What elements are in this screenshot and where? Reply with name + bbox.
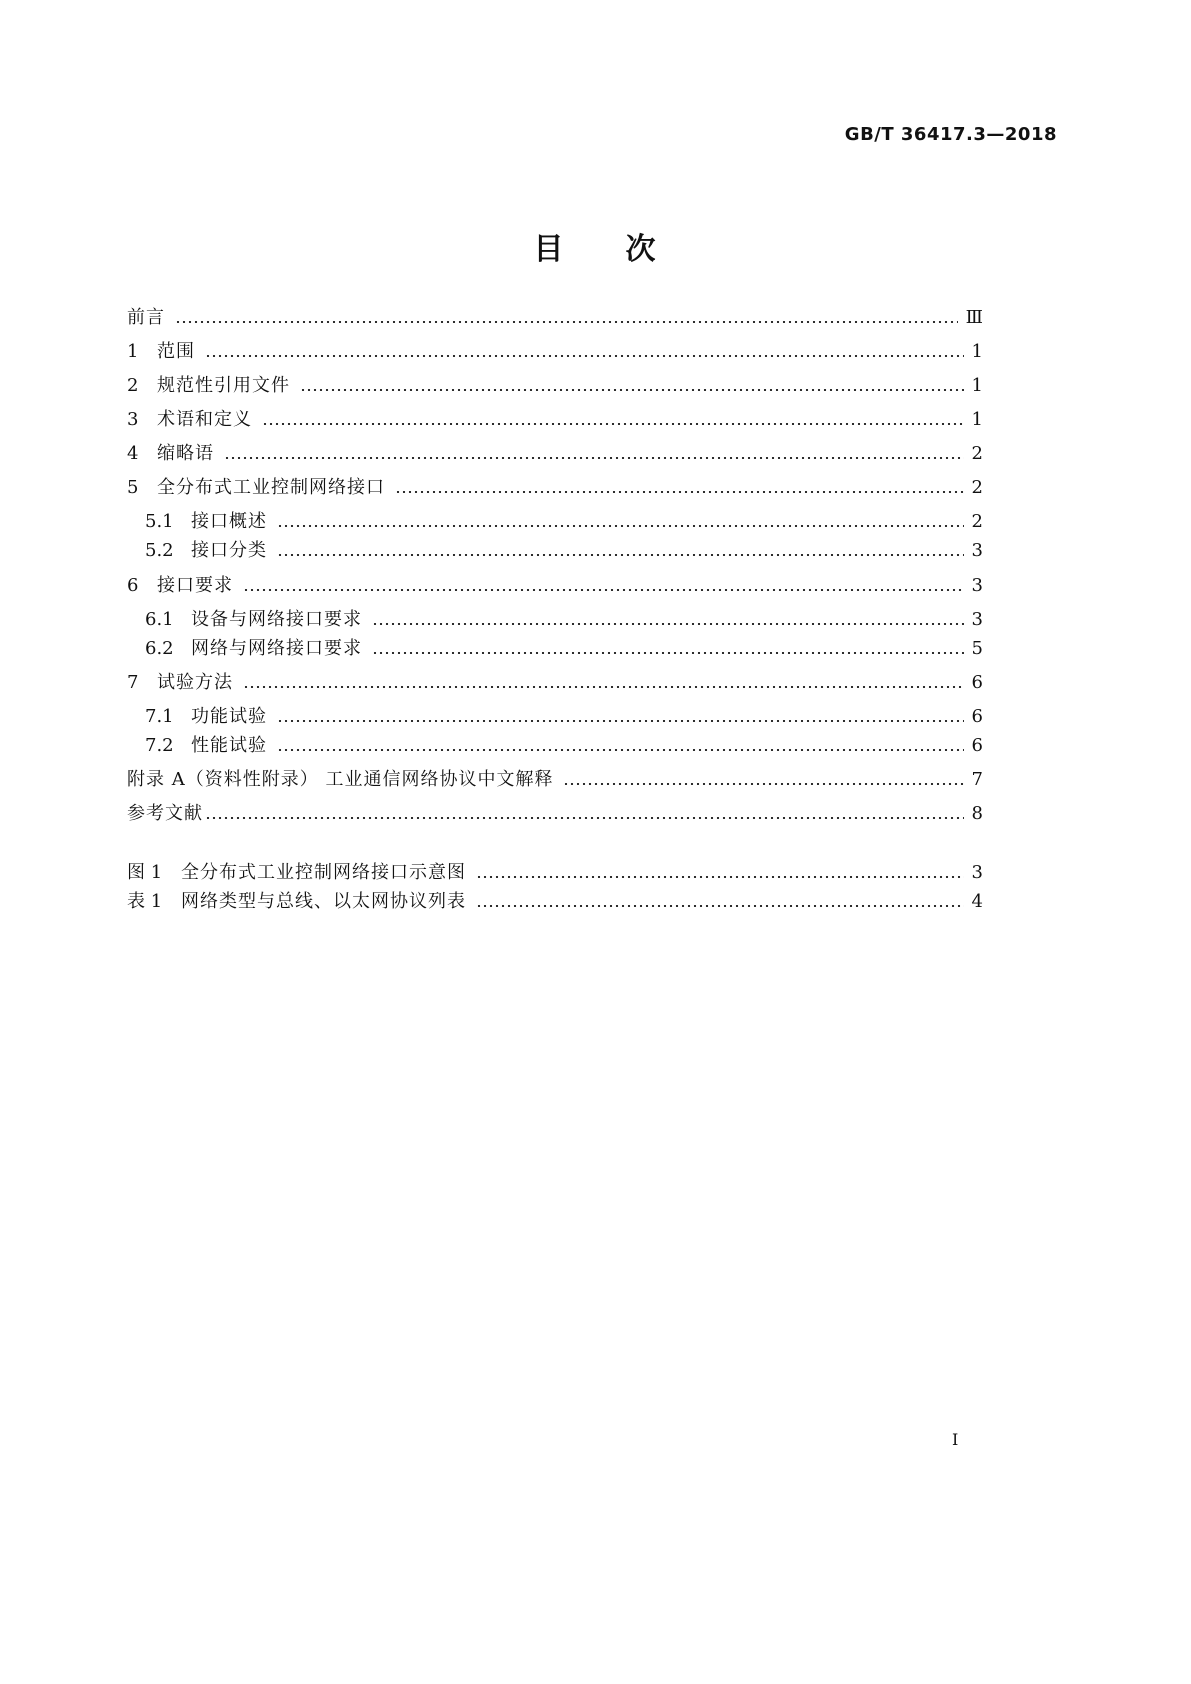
toc-label: 参考文献 <box>127 803 203 824</box>
toc-page: 3 <box>971 609 983 630</box>
leader-dots <box>300 389 964 391</box>
title-char-2: 次 <box>625 232 658 267</box>
toc-label: 网络与网络接口要求 <box>191 638 362 659</box>
toc-page: 6 <box>971 735 983 756</box>
toc-entry-5-2[interactable] <box>145 538 983 564</box>
toc-page: 2 <box>971 511 983 532</box>
leader-dots <box>175 321 958 323</box>
toc-entry-5-1[interactable] <box>145 509 983 535</box>
leader-dots <box>277 749 964 751</box>
toc-number: 6.2 <box>145 638 174 659</box>
toc-number: 6 <box>127 575 139 596</box>
toc-number: 7.2 <box>145 735 174 756</box>
toc-number: 7.1 <box>145 706 174 727</box>
leader-dots <box>277 525 964 527</box>
toc-entry-6[interactable] <box>127 573 983 599</box>
toc-page: Ⅲ <box>965 307 983 328</box>
toc-entry-3[interactable] <box>127 407 983 433</box>
toc-page: 8 <box>971 803 983 824</box>
leader-dots <box>277 720 964 722</box>
toc-page: 2 <box>971 443 983 464</box>
page-number: I <box>952 1430 959 1449</box>
title-char-1: 目 <box>533 232 566 267</box>
toc-label: 范围 <box>157 341 195 362</box>
toc-page: 4 <box>971 891 983 912</box>
toc-page: 1 <box>971 375 983 396</box>
leader-dots <box>476 876 964 878</box>
toc-number: 5 <box>127 477 139 498</box>
toc-page: 6 <box>971 706 983 727</box>
toc-label: 全分布式工业控制网络接口 <box>157 477 385 498</box>
leader-dots <box>476 905 964 907</box>
toc-label: 全分布式工业控制网络接口示意图 <box>181 862 466 883</box>
toc-label: 网络类型与总线、以太网协议列表 <box>181 891 466 912</box>
toc-label: 附录 A（资料性附录） 工业通信网络协议中文解释 <box>127 769 554 790</box>
leader-dots <box>205 355 964 357</box>
toc-entry-7[interactable] <box>127 670 983 696</box>
leader-dots <box>262 423 964 425</box>
standard-code: GB/T 36417.3—2018 <box>844 124 1057 145</box>
toc-entry-6-2[interactable] <box>145 636 983 662</box>
toc-number: 4 <box>127 443 139 464</box>
leader-dots <box>372 623 964 625</box>
toc-entry-7-2[interactable] <box>145 733 983 759</box>
toc-label: 接口分类 <box>191 540 267 561</box>
toc-label: 性能试验 <box>191 735 267 756</box>
toc-entry-7-1[interactable] <box>145 704 983 730</box>
toc-number: 表 1 <box>127 891 163 912</box>
toc-label: 缩略语 <box>157 443 214 464</box>
leader-dots <box>563 783 963 785</box>
toc-label: 前言 <box>127 307 165 328</box>
toc-number: 1 <box>127 341 139 362</box>
toc-page: 3 <box>971 862 983 883</box>
toc-label: 设备与网络接口要求 <box>191 609 362 630</box>
toc-entry-1[interactable] <box>127 339 983 365</box>
leader-dots <box>277 554 964 556</box>
leader-dots <box>372 652 964 654</box>
toc-entry-figure-1[interactable] <box>127 860 983 886</box>
toc-number: 5.1 <box>145 511 174 532</box>
toc-page: 3 <box>971 540 983 561</box>
toc-entry-5[interactable] <box>127 475 983 501</box>
leader-dots <box>395 491 964 493</box>
toc-number: 6.1 <box>145 609 174 630</box>
toc-label: 功能试验 <box>191 706 267 727</box>
toc-number: 图 1 <box>127 862 163 883</box>
toc-page: 6 <box>971 672 983 693</box>
toc-page: 3 <box>971 575 983 596</box>
toc-page: 1 <box>971 341 983 362</box>
toc-number: 3 <box>127 409 139 430</box>
toc-page: 7 <box>971 769 983 790</box>
toc-number: 7 <box>127 672 139 693</box>
toc-entry-foreword[interactable] <box>127 305 983 331</box>
toc-number: 5.2 <box>145 540 174 561</box>
toc-label: 规范性引用文件 <box>157 375 290 396</box>
leader-dots <box>243 686 964 688</box>
page-title <box>0 224 1191 268</box>
toc-entry-4[interactable] <box>127 441 983 467</box>
toc-label: 接口要求 <box>157 575 233 596</box>
leader-dots <box>243 589 964 591</box>
toc-label: 试验方法 <box>157 672 233 693</box>
toc-entry-table-1[interactable] <box>127 889 983 915</box>
toc-label: 接口概述 <box>191 511 267 532</box>
toc-label: 术语和定义 <box>157 409 252 430</box>
toc-page: 5 <box>971 638 983 659</box>
toc-entry-6-1[interactable] <box>145 607 983 633</box>
toc-page: 1 <box>971 409 983 430</box>
toc-number: 2 <box>127 375 139 396</box>
toc-entry-2[interactable] <box>127 373 983 399</box>
toc-entry-references[interactable] <box>127 801 983 827</box>
leader-dots <box>205 817 964 819</box>
toc-entry-appendix-a[interactable] <box>127 767 983 793</box>
leader-dots <box>224 457 964 459</box>
toc-page: 2 <box>971 477 983 498</box>
